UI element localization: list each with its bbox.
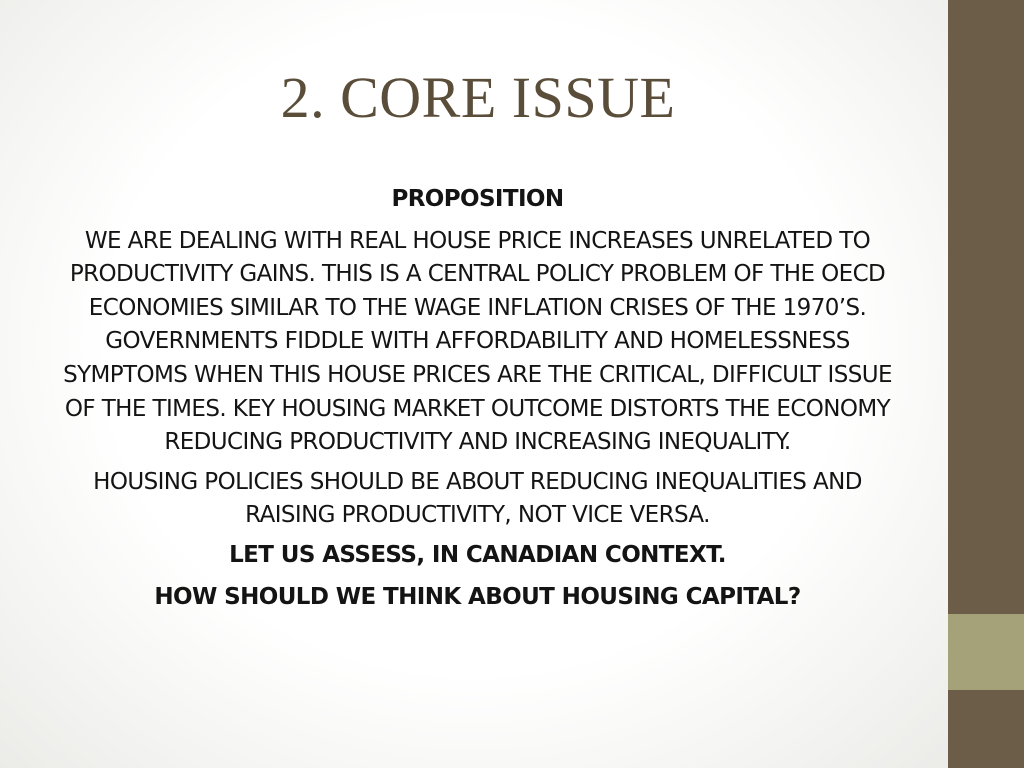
slide-title: 2. CORE ISSUE bbox=[280, 65, 676, 130]
proposition-paragraph: WE ARE DEALING WITH REAL HOUSE PRICE INCREASES UNRELATED TO PRODUCTIVITY GAINS. THIS IS A CENTRAL POLICY PROBLEM OF THE OECD ECONOMIES SIMILAR TO THE WAGE INFLATION CRISES OF THE 1970’S. GOVERNMENTS FIDDLE WITH AFFORDABILITY AND HOMELESSNESS SYMPTOMS WHEN THIS HOUSE PRICES ARE THE CRITICAL, DIFFICULT ISSUE OF THE TIMES. KEY HOUSING MARKET OUTCOME DISTORTS THE ECONOMY REDUCING PRODUCTIVITY AND INCREASING INEQUALITY. bbox=[63, 227, 892, 456]
policy-paragraph: HOUSING POLICIES SHOULD BE ABOUT REDUCING INEQUALITIES AND RAISING PRODUCTIVITY, NOT VICE VERSA. bbox=[93, 468, 862, 529]
housing-capital-question: HOW SHOULD WE THINK ABOUT HOUSING CAPITAL? bbox=[154, 583, 801, 610]
side-accent-block bbox=[948, 614, 1024, 690]
proposition-heading: PROPOSITION bbox=[391, 186, 564, 212]
slide-body bbox=[60, 183, 895, 622]
assess-line: LET US ASSESS, IN CANADIAN CONTEXT. bbox=[229, 541, 726, 568]
